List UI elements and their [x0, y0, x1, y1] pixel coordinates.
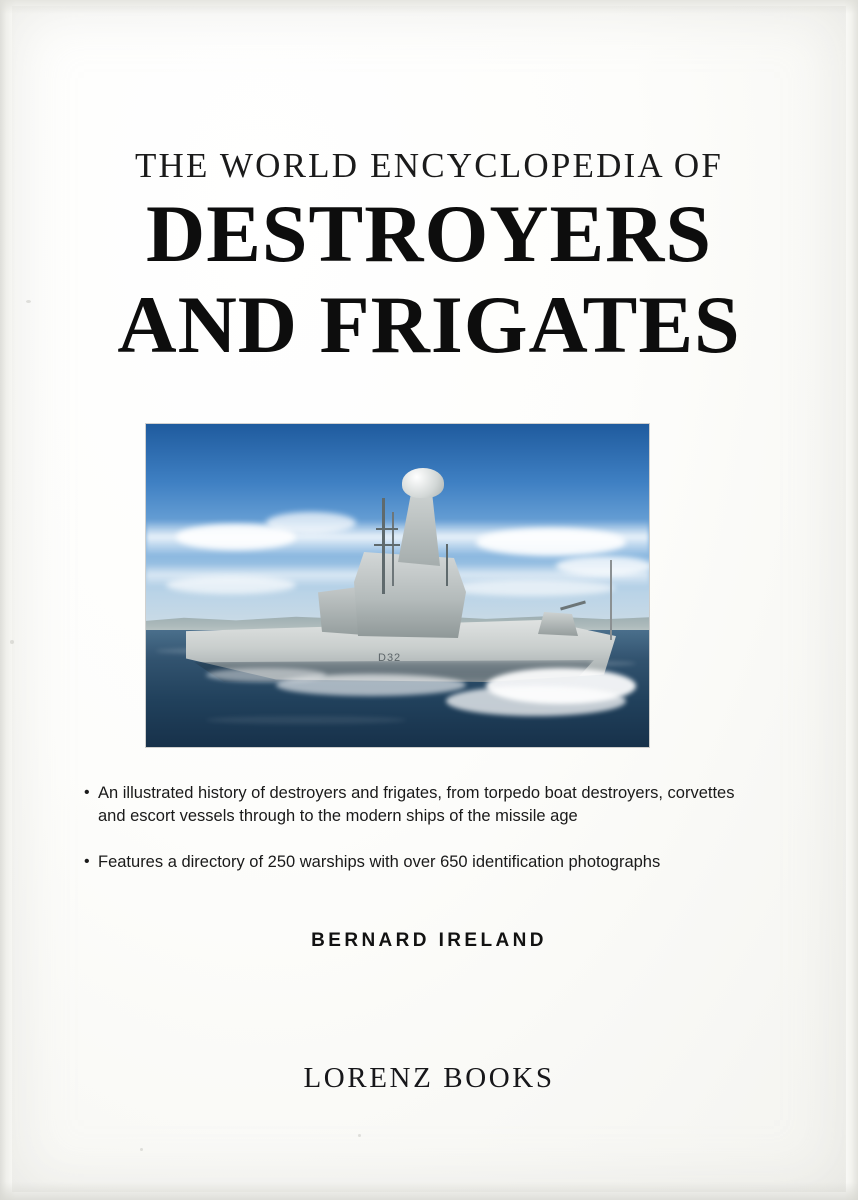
photo-ship-aerial — [446, 544, 448, 586]
photo-hull-number: D32 — [378, 652, 402, 664]
photo-ship-radome — [402, 468, 444, 498]
photo-wake — [206, 668, 326, 682]
photo-cloud — [556, 556, 649, 576]
publisher-name: LORENZ BOOKS — [303, 1062, 555, 1094]
photo-ship-yardarm — [376, 528, 398, 530]
photo-cloud — [446, 580, 616, 596]
photo-ship-jackstaff — [610, 560, 612, 640]
photo-cloud — [266, 512, 356, 534]
bullet-text: An illustrated history of destroyers and frigates, from torpedo boat destroyers, corvettes and escort vessels through to the modern ships of the missile age — [98, 784, 735, 826]
list-item — [84, 782, 744, 829]
bullet-marker-icon: • — [84, 784, 90, 801]
bullet-text: Features a directory of 250 warships with over 650 identification photographs — [98, 852, 661, 871]
list-item — [84, 851, 744, 874]
photo-ship-yardarm — [374, 544, 400, 546]
photo-ship-superstructure — [354, 552, 466, 638]
book-title-line-1: DESTROYERS — [146, 188, 712, 279]
photo-ship-mast — [382, 498, 385, 594]
title-block — [0, 146, 858, 370]
photo-ship-gun-turret — [538, 612, 578, 636]
book-subtitle-line: THE WORLD ENCYCLOPEDIA OF — [134, 146, 724, 185]
cover-photograph — [146, 424, 649, 747]
author-name: BERNARD IRELAND — [311, 930, 547, 951]
book-title-line-2: AND FRIGATES — [117, 278, 741, 370]
feature-bullet-list — [84, 782, 744, 896]
scan-speck — [358, 1134, 361, 1137]
photo-cloud — [166, 576, 296, 594]
bullet-marker-icon: • — [84, 852, 90, 870]
scan-speck — [10, 640, 14, 644]
page-edge-bottom-shadow — [0, 1182, 858, 1200]
photo-sea-streak — [206, 716, 406, 724]
photo-bow-wave — [446, 686, 626, 716]
photo-ship-mast-thin — [392, 512, 394, 586]
page-edge-top-shadow — [0, 0, 858, 14]
photo-cloud — [476, 528, 626, 556]
scan-speck — [140, 1148, 143, 1151]
